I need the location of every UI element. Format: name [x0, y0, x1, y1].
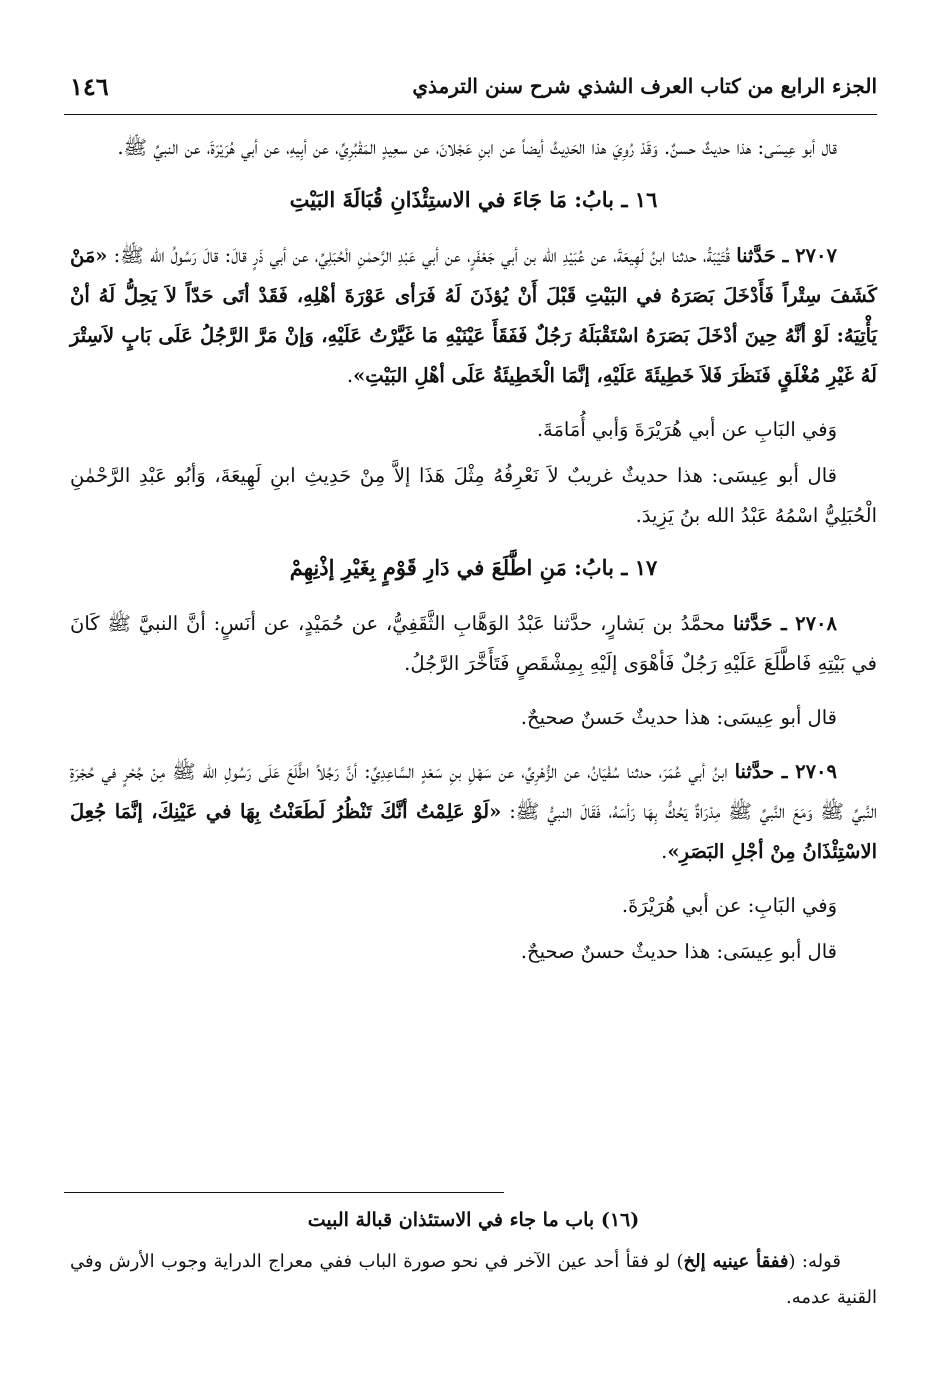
- footnotes: [70, 1200, 877, 1316]
- footnote-lead: قوله: (: [788, 1251, 841, 1272]
- hadith-tail: .: [661, 840, 668, 863]
- footnote-quote: ففقأ عينيه إلخ: [683, 1251, 789, 1272]
- hadith-number: ٢٧٠٩ ـ حدَّثنا: [734, 760, 837, 783]
- footnote-text: [70, 1244, 877, 1316]
- chapter-note: وَفي البَابِ عن أبي هُرَيْرَةَ وَأبي أُمَامَةَ.: [536, 418, 837, 441]
- main-text: [70, 128, 877, 986]
- grading-remark: قال أبو عِيسَى: هذا حديثٌ حسنٌ صحيحٌ.: [520, 940, 837, 963]
- hadith-number: ٢٧٠٨ ـ حَدَّثنا: [732, 612, 837, 635]
- page-number: ١٤٦: [70, 71, 109, 101]
- hadith-number: ٢٧٠٧ ـ حَدَّثنا: [736, 244, 837, 267]
- hadith-tail: .: [346, 364, 354, 387]
- chapter-note: وَفي البَابِ: عن أبي هُرَيْرَةَ.: [621, 894, 837, 917]
- hadith-matn: «مَنْ كَشَفَ سِتْراً فَأَدْخَلَ بَصَرَهُ في البَيْتِ قَبْلَ أَنْ يُؤذَنَ لَهُ فَرَأى عَوْرَةَ أهْلِهِ، فَقَدْ أتَى حَدّاً لاَ يَحِلُّ لَهُ أنْ يَأْتِيَهُ: لَوْ أنَّهُ حِينَ أدْخَلَ بَصَرَهُ اسْتَقْبَلَهُ رَجُلٌ فَفَقَأَ عَيْنَيْهِ مَا غَيَّرْتُ عَلَيْهِ، وَإنْ مَرَّ الرَّجُلُ عَلَى بَابٍ لاَسِتْرَ لَهُ غَيْرِ مُغْلَقٍ فَنَظَرَ فَلاَ خَطِيئَةَ عَلَيْهِ، إنَّمَا الْخَطِيئَةُ عَلَى أهْلِ البَيْتِ»: [70, 244, 877, 387]
- closing-remark: قال أبو عِيسَى: هذا حديثٌ حسنٌ. وَقَدْ رُوِيَ هذا الحَدِيثُ أيضاً عن ابنِ عَجْلانَ، عن سعِيدٍ المَقْبُرِيِّ، عن أبِيهِ، عن أبي هُرَيْرَةَ، عن النبيِّ ﷺ.: [117, 136, 837, 159]
- chapter-heading-17: ١٧ ـ بابُ: مَنِ اطَّلَعَ في دَارِ قَوْمٍ بِغَيْرِ إذْنِهِمْ: [289, 555, 658, 580]
- hadith-2708: [70, 604, 877, 684]
- running-title: الجزء الرابع من كتاب العرف الشذي شرح سنن الترمذي: [412, 74, 877, 98]
- hadith-2707: [70, 236, 877, 396]
- hadith-isnad: محمَّدُ بن بَشارٍ، حدَّثنا عَبْدُ الوَهَّابِ الثَّقَفِيُّ، عن حُمَيْدٍ، عن أنَسٍ: أنَّ النبيَّ ﷺ كَانَ في بَيْتِهِ فَاطَّلَعَ عَلَيْهِ رَجُلٌ فَأهْوَى إلَيْهِ بِمِشْقَصٍ فَتَأَخَّرَ الرَّجُلُ.: [70, 612, 877, 675]
- hadith-isnad: ابنُ أبي عُمَرَ، حدثنا سُفْيَانُ، عن الزُّهْرِيِّ، عن سَهْلِ بنِ سَعْدٍ السَّاعِدِيِّ: أنَّ رَجُلاً اطَّلَعَ عَلَى رَسُولِ الله ﷺ مِنْ جُحْرٍ في حُجْرَةِ النَّبيِّ ﷺ وَمَعَ النَّبيِّ ﷺ مِدْرَاةٌ يَحُكُّ بِهَا رَأسَهُ، فَقَالَ النبيُّ ﷺ:: [70, 760, 877, 823]
- footnote-rest: ) لو فقأ أحد عين الآخر في نحو صورة الباب ففي معراج الدراية وجوب الأرش وفي القنية عدمه.: [70, 1251, 877, 1308]
- footnote-heading: (١٦) باب ما جاء في الاستئذان قبالة البيت: [307, 1209, 640, 1231]
- grading-remark: قال أبو عِيسَى: هذا حديثٌ غريبٌ لاَ نَعْرِفُهُ مِثْلَ هَذَا إلاَّ مِنْ حَدِيثِ ابنِ لَهِيعَةَ، وَأبُو عَبْدِ الرَّحْمٰنِ الْحُبَلِيُّ اسْمُهُ عَبْدُ الله بنُ يَزِيدَ.: [70, 464, 877, 527]
- header-rule: [64, 114, 877, 115]
- chapter-heading-16: ١٦ ـ بابُ: مَا جَاءَ في الاستِئْذَانِ قُبَالَةَ البَيْتِ: [289, 187, 658, 212]
- footnote-rule: [64, 1192, 504, 1193]
- page-header: [70, 66, 877, 106]
- hadith-isnad: قُتَيْبَةُ، حدثنا ابنُ لَهِيعَةَ، عن عُبَيْدِ الله بن أبي جَعْفَرٍ، عن أبي عَبْدِ الرَّحمٰنِ الْحُبَلِيِّ، عن أبي ذَرٍ قالَ: قالَ رَسُولُ الله ﷺ:: [107, 244, 737, 267]
- grading-remark: قال أبو عِيسَى: هذا حديثٌ حَسنٌ صحيحٌ.: [520, 706, 837, 729]
- hadith-matn: «لَوْ عَلِمْتُ أنَّكَ تَنْظُرُ لَطَعَنْتُ بِهَا في عَيْنِكَ، إنَّمَا جُعِلَ الاسْتِئْذَانُ مِنْ أجْلِ البَصَرِ»: [70, 800, 877, 863]
- hadith-2709: [70, 752, 877, 872]
